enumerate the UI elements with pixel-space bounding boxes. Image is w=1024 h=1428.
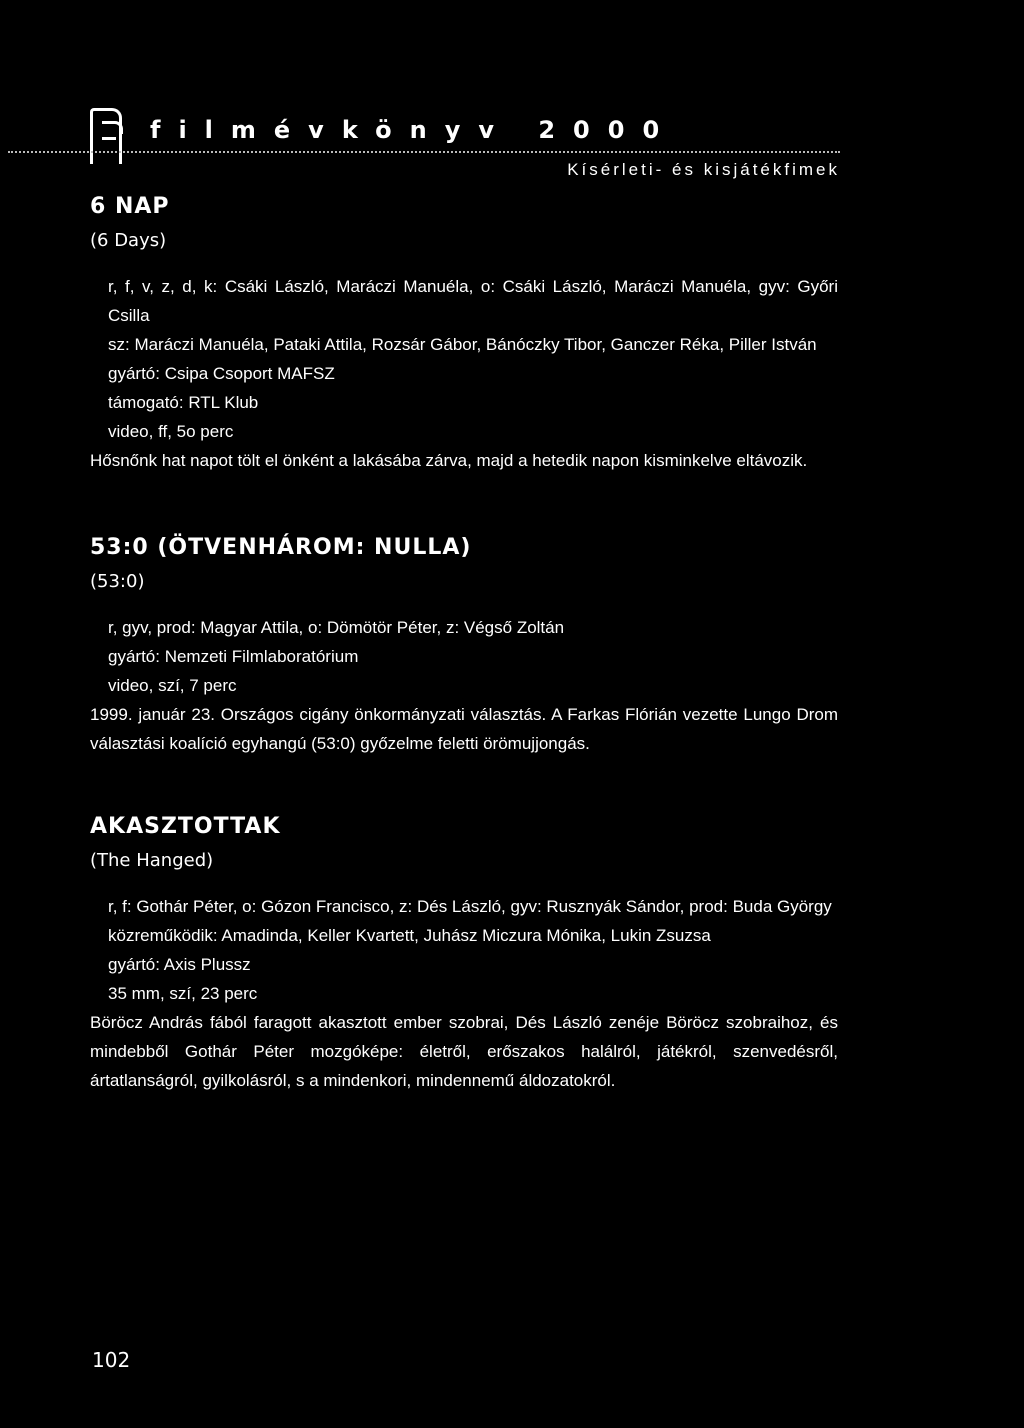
credit-line: video, szí, 7 perc bbox=[108, 676, 237, 695]
page-content bbox=[90, 190, 838, 1095]
page-number: 102 bbox=[92, 1348, 131, 1372]
header-dotted-rule bbox=[8, 151, 840, 153]
brand-title: filmévkönyv 2000 bbox=[150, 116, 678, 144]
credit-line: video, ff, 5o perc bbox=[108, 422, 234, 441]
credit-line: gyártó: Axis Plussz bbox=[108, 955, 251, 974]
credit-line: r, gyv, prod: Magyar Attila, o: Dömötör Péter, z: Végső Zoltán bbox=[108, 618, 565, 637]
credit-line: gyártó: Csipa Csoport MAFSZ bbox=[108, 364, 335, 383]
synopsis: Böröcz András fából faragott akasztott ember szobrai, Dés László zenéje Böröcz szobraihoz, és mindebből Gothár Péter mozgóképe: életről, erőszakos halálról, játékról, szenvedésről, ártatlanságról, gyilkolásról, s a mindenkori, mindennemű áldozatokról. bbox=[90, 1013, 838, 1090]
film-title: AKASZTOTTAK bbox=[90, 814, 281, 839]
film-original-title: (6 Days) bbox=[90, 230, 167, 251]
credit-line: közreműködik: Amadinda, Keller Kvartett, Juhász Miczura Mónika, Lukin Zsuzsa bbox=[108, 926, 711, 945]
synopsis: 1999. január 23. Országos cigány önkormányzati választás. A Farkas Flórián vezette Lungo Drom választási koalíció egyhangú (53:0) győzelme feletti örömujjongás. bbox=[90, 705, 838, 753]
page-header bbox=[0, 100, 1024, 190]
section-title: Kísérleti- és kisjátékfimek bbox=[567, 160, 840, 179]
film-original-title: (The Hanged) bbox=[90, 850, 214, 871]
film-title: 6 NAP bbox=[90, 194, 170, 219]
credit-line: r, f, v, z, d, k: Csáki László, Maráczi Manuéla, o: Csáki László, Maráczi Manuéla, gyv: Győri Csilla bbox=[108, 277, 838, 325]
credit-line: sz: Maráczi Manuéla, Pataki Attila, Rozsár Gábor, Bánóczky Tibor, Ganczer Réka, Piller István bbox=[108, 335, 817, 354]
film-entry-6-nap bbox=[90, 190, 838, 475]
credit-line: r, f: Gothár Péter, o: Gózon Francisco, z: Dés László, gyv: Rusznyák Sándor, prod: Buda György bbox=[108, 897, 832, 916]
film-entry-akasztottak bbox=[90, 810, 838, 1095]
film-title: 53:0 (ÖTVENHÁROM: NULLA) bbox=[90, 535, 472, 560]
credit-line: gyártó: Nemzeti Filmlaboratórium bbox=[108, 647, 359, 666]
film-logo-icon bbox=[90, 108, 122, 164]
credit-line: 35 mm, szí, 23 perc bbox=[108, 984, 258, 1003]
synopsis: Hősnőnk hat napot tölt el önként a lakásába zárva, majd a hetedik napon kisminkelve eltávozik. bbox=[90, 451, 808, 470]
film-entry-53-0 bbox=[90, 531, 838, 758]
credit-line: támogató: RTL Klub bbox=[108, 393, 259, 412]
film-original-title: (53:0) bbox=[90, 571, 145, 592]
